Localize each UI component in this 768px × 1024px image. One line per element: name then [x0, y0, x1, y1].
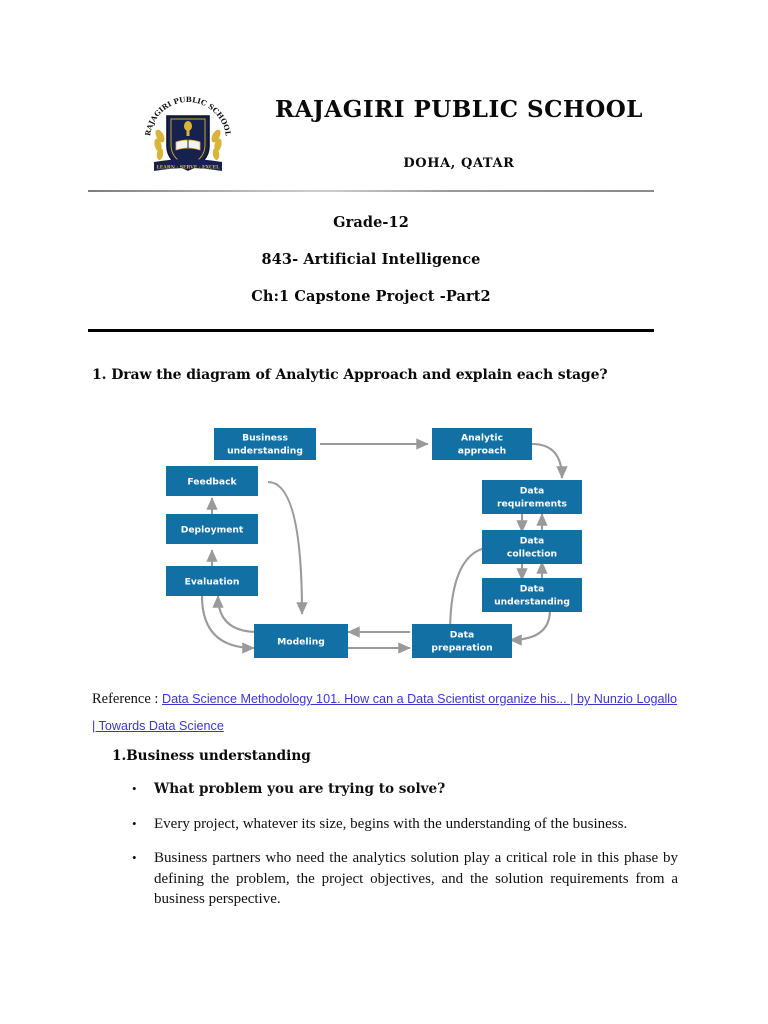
reference-line [92, 686, 680, 740]
node-label-line2: understanding [227, 445, 303, 457]
diagram-node-data-collection [482, 530, 582, 564]
bullet-icon: • [132, 850, 137, 865]
node-label-line1: Business [242, 432, 288, 444]
diagram-node-evaluation [166, 566, 258, 596]
chapter-title: Ch:1 Capstone Project -Part2 [251, 288, 491, 305]
bullet-icon: • [132, 781, 137, 796]
svg-text:RAJAGIRI PUBLIC SCHOOL: RAJAGIRI PUBLIC SCHOOL [143, 94, 233, 137]
answer-body [92, 748, 682, 924]
bullet-icon: • [132, 815, 137, 831]
diagram-node-feedback [166, 466, 258, 496]
arrow-understanding-to-preparation [510, 610, 550, 640]
node-label-line2: requirements [497, 498, 567, 510]
bullet-text: What problem you are trying to solve? [154, 781, 446, 797]
diagram-node-data-preparation [412, 624, 512, 658]
diagram-node-business-understanding [214, 428, 316, 460]
school-crest-icon [140, 90, 236, 182]
question-text: 1. Draw the diagram of Analytic Approach and explain each stage? [92, 367, 608, 383]
diagram-node-data-requirements [482, 480, 582, 514]
school-location: DOHA, QATAR [403, 156, 515, 171]
node-label-line1: Data [519, 485, 545, 497]
node-label-line1: Data [519, 535, 545, 547]
section-heading: 1.Business understanding [112, 748, 311, 764]
node-label-line2: approach [457, 445, 507, 457]
node-label-line1: Modeling [277, 636, 325, 648]
analytic-approach-diagram [150, 410, 618, 672]
node-label-line1: Evaluation [184, 576, 240, 588]
list-item [132, 779, 678, 800]
school-name-title: RAJAGIRI PUBLIC SCHOOL [275, 96, 643, 123]
node-label-line2: preparation [431, 642, 493, 654]
document-titles [88, 214, 654, 305]
node-label-line1: Data [449, 629, 475, 641]
node-label-line2: collection [506, 548, 558, 560]
reference-link[interactable]: Data Science Methodology 101. How can a Data Scientist organize his... | by Nunzio Logallo | Towards Data Science [92, 692, 678, 733]
diagram-node-modeling [254, 624, 348, 658]
diagram-node-analytic-approach [432, 428, 532, 460]
bullet-text: Every project, whatever its size, begins with the understanding of the business. [154, 815, 628, 832]
list-item [132, 848, 678, 910]
header-divider-thin [88, 190, 654, 192]
title-divider-thick [88, 329, 654, 332]
subject-title: 843- Artificial Intelligence [261, 251, 481, 268]
diagram-node-deployment [166, 514, 258, 544]
node-label-line1: Data [519, 583, 545, 595]
node-label-line1: Deployment [180, 524, 244, 536]
diagram-node-data-understanding [482, 578, 582, 612]
node-label-line1: Analytic [461, 432, 503, 444]
node-label-line1: Feedback [187, 476, 237, 488]
node-label-line2: understanding [494, 596, 570, 608]
arrow-modeling-to-evaluation [218, 596, 258, 632]
reference-label: Reference : [92, 691, 163, 707]
arrow-analytic-to-requirements [532, 444, 562, 478]
list-item [132, 814, 678, 835]
arrow-feedback-to-modeling [268, 482, 302, 614]
crest-motto-text: LEARN · SERVE · EXCEL [156, 165, 220, 171]
grade-title: Grade-12 [333, 214, 409, 231]
bullet-text: Business partners who need the analytics solution play a critical role in this phase by defining the problem, the project objectives, and the solution requirements from a business perspective. [154, 850, 678, 907]
document-header [88, 88, 680, 188]
